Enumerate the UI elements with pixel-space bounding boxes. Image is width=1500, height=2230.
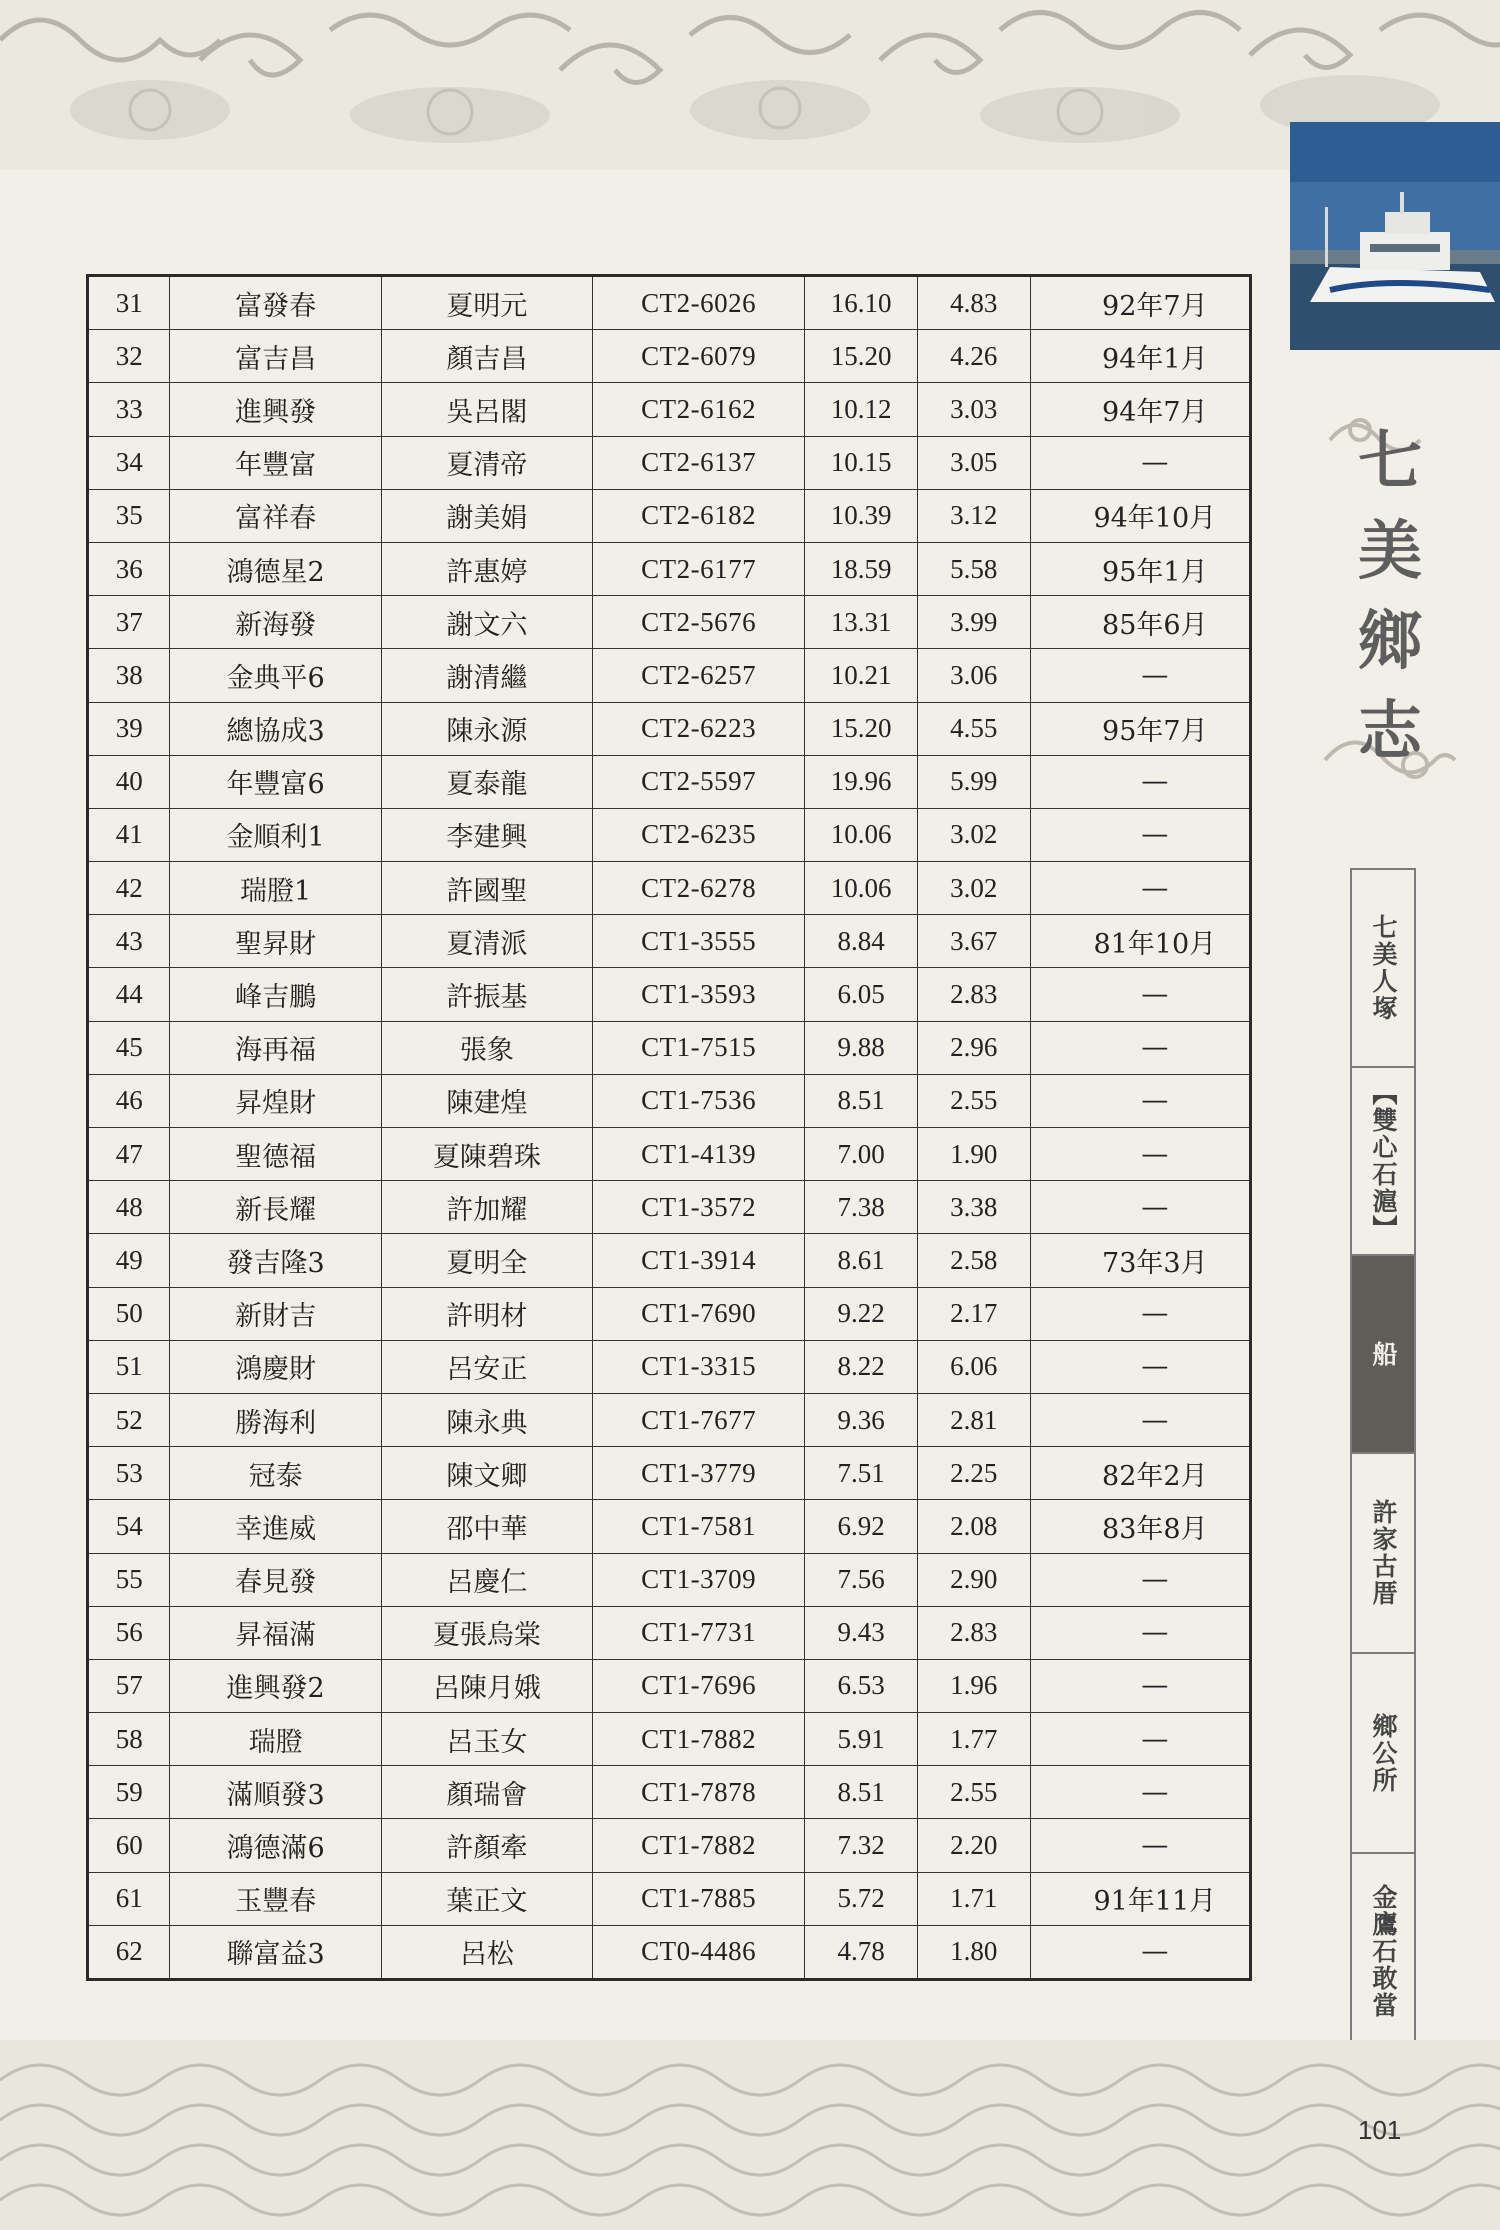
date-cell: — bbox=[1030, 1340, 1250, 1393]
nav-item-golden-eagle-stone[interactable] bbox=[1350, 1854, 1416, 2050]
net-tonnage-cell: 6.06 bbox=[917, 1340, 1030, 1393]
table-row bbox=[88, 1872, 1251, 1925]
tonnage-cell: 7.32 bbox=[805, 1819, 918, 1872]
boat-name-cell: 進興發 bbox=[170, 383, 381, 436]
registration-code-cell: CT0-4486 bbox=[593, 1925, 805, 1979]
tonnage-cell: 4.78 bbox=[805, 1925, 918, 1979]
boat-name-cell: 昇福滿 bbox=[170, 1606, 381, 1659]
row-number-cell: 45 bbox=[88, 1021, 170, 1074]
row-number-cell: 43 bbox=[88, 915, 170, 968]
owner-cell: 夏陳碧珠 bbox=[381, 1128, 592, 1181]
registration-code-cell: CT2-6235 bbox=[593, 808, 805, 861]
owner-cell: 陳文卿 bbox=[381, 1447, 592, 1500]
registration-code-cell: CT1-7878 bbox=[593, 1766, 805, 1819]
tonnage-cell: 7.00 bbox=[805, 1128, 918, 1181]
boat-name-cell: 年豐富6 bbox=[170, 755, 381, 808]
row-number-cell: 48 bbox=[88, 1181, 170, 1234]
owner-cell: 葉正文 bbox=[381, 1872, 592, 1925]
net-tonnage-cell: 2.08 bbox=[917, 1500, 1030, 1553]
owner-cell: 夏張烏棠 bbox=[381, 1606, 592, 1659]
cloud-pattern-header bbox=[0, 0, 1500, 170]
tonnage-cell: 9.22 bbox=[805, 1287, 918, 1340]
registration-code-cell: CT1-7882 bbox=[593, 1713, 805, 1766]
boat-name-cell: 峰吉鵬 bbox=[170, 968, 381, 1021]
date-cell: — bbox=[1030, 1659, 1250, 1712]
registration-code-cell: CT2-6026 bbox=[593, 276, 805, 330]
owner-cell: 呂慶仁 bbox=[381, 1553, 592, 1606]
boat-name-cell: 新長耀 bbox=[170, 1181, 381, 1234]
registration-code-cell: CT2-6223 bbox=[593, 702, 805, 755]
row-number-cell: 42 bbox=[88, 862, 170, 915]
row-number-cell: 57 bbox=[88, 1659, 170, 1712]
registration-code-cell: CT1-7731 bbox=[593, 1606, 805, 1659]
date-cell: — bbox=[1030, 862, 1250, 915]
book-title-char-3: 鄉 bbox=[1358, 604, 1422, 679]
nav-item-label: 【雙心石滬】 bbox=[1369, 1080, 1398, 1242]
boat-name-cell: 瑞膯 bbox=[170, 1713, 381, 1766]
registration-code-cell: CT2-6177 bbox=[593, 542, 805, 595]
boat-name-cell: 富發春 bbox=[170, 276, 381, 330]
registration-code-cell: CT2-5676 bbox=[593, 596, 805, 649]
row-number-cell: 35 bbox=[88, 489, 170, 542]
net-tonnage-cell: 5.58 bbox=[917, 542, 1030, 595]
page-number: 101 bbox=[1358, 2115, 1402, 2145]
boat-name-cell: 年豐富 bbox=[170, 436, 381, 489]
tonnage-cell: 10.12 bbox=[805, 383, 918, 436]
row-number-cell: 34 bbox=[88, 436, 170, 489]
owner-cell: 許明材 bbox=[381, 1287, 592, 1340]
owner-cell: 陳建煌 bbox=[381, 1074, 592, 1127]
boat-name-cell: 金順利1 bbox=[170, 808, 381, 861]
tonnage-cell: 13.31 bbox=[805, 596, 918, 649]
owner-cell: 邵中華 bbox=[381, 1500, 592, 1553]
table-row bbox=[88, 968, 1251, 1021]
table-row bbox=[88, 1553, 1251, 1606]
registration-code-cell: CT1-3593 bbox=[593, 968, 805, 1021]
net-tonnage-cell: 3.05 bbox=[917, 436, 1030, 489]
registration-code-cell: CT1-7515 bbox=[593, 1021, 805, 1074]
registration-code-cell: CT1-3572 bbox=[593, 1181, 805, 1234]
boat-name-cell: 瑞膯1 bbox=[170, 862, 381, 915]
owner-cell: 吳呂閣 bbox=[381, 383, 592, 436]
row-number-cell: 56 bbox=[88, 1606, 170, 1659]
boat-name-cell: 海再福 bbox=[170, 1021, 381, 1074]
tonnage-cell: 6.53 bbox=[805, 1659, 918, 1712]
table-row bbox=[88, 649, 1251, 702]
boat-name-cell: 昇煌財 bbox=[170, 1074, 381, 1127]
row-number-cell: 38 bbox=[88, 649, 170, 702]
row-number-cell: 46 bbox=[88, 1074, 170, 1127]
tonnage-cell: 8.61 bbox=[805, 1234, 918, 1287]
table-row bbox=[88, 1340, 1251, 1393]
owner-cell: 許加耀 bbox=[381, 1181, 592, 1234]
tonnage-cell: 15.20 bbox=[805, 330, 918, 383]
table-row bbox=[88, 1234, 1251, 1287]
row-number-cell: 51 bbox=[88, 1340, 170, 1393]
table-row bbox=[88, 1766, 1251, 1819]
table-row bbox=[88, 489, 1251, 542]
date-cell: — bbox=[1030, 808, 1250, 861]
tonnage-cell: 10.06 bbox=[805, 808, 918, 861]
ferry-photo bbox=[1290, 122, 1500, 350]
tonnage-cell: 5.72 bbox=[805, 1872, 918, 1925]
tonnage-cell: 8.51 bbox=[805, 1074, 918, 1127]
table-row bbox=[88, 436, 1251, 489]
net-tonnage-cell: 2.96 bbox=[917, 1021, 1030, 1074]
owner-cell: 許國聖 bbox=[381, 862, 592, 915]
owner-cell: 夏清派 bbox=[381, 915, 592, 968]
table-row bbox=[88, 808, 1251, 861]
book-title bbox=[1320, 400, 1460, 820]
row-number-cell: 47 bbox=[88, 1128, 170, 1181]
tonnage-cell: 7.56 bbox=[805, 1553, 918, 1606]
boat-name-cell: 進興發2 bbox=[170, 1659, 381, 1712]
table-row bbox=[88, 755, 1251, 808]
boat-name-cell: 新海發 bbox=[170, 596, 381, 649]
row-number-cell: 44 bbox=[88, 968, 170, 1021]
nav-item-hsu-family-house[interactable] bbox=[1350, 1454, 1416, 1654]
boat-name-cell: 聖昇財 bbox=[170, 915, 381, 968]
tonnage-cell: 6.05 bbox=[805, 968, 918, 1021]
row-number-cell: 40 bbox=[88, 755, 170, 808]
table-row bbox=[88, 1659, 1251, 1712]
wave-pattern-footer bbox=[0, 2040, 1500, 2230]
registration-code-cell: CT1-7581 bbox=[593, 1500, 805, 1553]
owner-cell: 張象 bbox=[381, 1021, 592, 1074]
registration-code-cell: CT2-6182 bbox=[593, 489, 805, 542]
net-tonnage-cell: 3.12 bbox=[917, 489, 1030, 542]
tonnage-cell: 10.39 bbox=[805, 489, 918, 542]
row-number-cell: 41 bbox=[88, 808, 170, 861]
registration-code-cell: CT2-6162 bbox=[593, 383, 805, 436]
date-cell: — bbox=[1030, 436, 1250, 489]
date-cell: — bbox=[1030, 1074, 1250, 1127]
boat-name-cell: 新財吉 bbox=[170, 1287, 381, 1340]
registration-code-cell: CT1-7882 bbox=[593, 1819, 805, 1872]
date-cell: 95年1月 bbox=[1030, 542, 1250, 595]
net-tonnage-cell: 2.81 bbox=[917, 1393, 1030, 1446]
owner-cell: 夏清帝 bbox=[381, 436, 592, 489]
tonnage-cell: 15.20 bbox=[805, 702, 918, 755]
net-tonnage-cell: 2.83 bbox=[917, 1606, 1030, 1659]
date-cell: 94年1月 bbox=[1030, 330, 1250, 383]
net-tonnage-cell: 2.83 bbox=[917, 968, 1030, 1021]
tonnage-cell: 8.84 bbox=[805, 915, 918, 968]
date-cell: — bbox=[1030, 1128, 1250, 1181]
net-tonnage-cell: 2.58 bbox=[917, 1234, 1030, 1287]
boat-name-cell: 富祥春 bbox=[170, 489, 381, 542]
boat-name-cell: 聖德福 bbox=[170, 1128, 381, 1181]
boat-name-cell: 聯富益3 bbox=[170, 1925, 381, 1979]
row-number-cell: 49 bbox=[88, 1234, 170, 1287]
date-cell: — bbox=[1030, 1181, 1250, 1234]
table-row bbox=[88, 542, 1251, 595]
tonnage-cell: 8.22 bbox=[805, 1340, 918, 1393]
nav-item-label: 船 bbox=[1369, 1340, 1398, 1368]
ship-registry-table bbox=[86, 274, 1252, 1981]
tonnage-cell: 7.38 bbox=[805, 1181, 918, 1234]
owner-cell: 夏明全 bbox=[381, 1234, 592, 1287]
net-tonnage-cell: 1.96 bbox=[917, 1659, 1030, 1712]
tonnage-cell: 10.21 bbox=[805, 649, 918, 702]
tonnage-cell: 5.91 bbox=[805, 1713, 918, 1766]
tonnage-cell: 16.10 bbox=[805, 276, 918, 330]
table-row bbox=[88, 862, 1251, 915]
owner-cell: 陳永源 bbox=[381, 702, 592, 755]
row-number-cell: 32 bbox=[88, 330, 170, 383]
net-tonnage-cell: 1.77 bbox=[917, 1713, 1030, 1766]
table-row bbox=[88, 276, 1251, 330]
table-row bbox=[88, 1393, 1251, 1446]
row-number-cell: 39 bbox=[88, 702, 170, 755]
boat-name-cell: 玉豐春 bbox=[170, 1872, 381, 1925]
date-cell: — bbox=[1030, 1553, 1250, 1606]
row-number-cell: 33 bbox=[88, 383, 170, 436]
date-cell: 94年10月 bbox=[1030, 489, 1250, 542]
boat-name-cell: 金典平6 bbox=[170, 649, 381, 702]
table-row bbox=[88, 1606, 1251, 1659]
registration-code-cell: CT1-3709 bbox=[593, 1553, 805, 1606]
net-tonnage-cell: 3.99 bbox=[917, 596, 1030, 649]
registration-code-cell: CT1-7677 bbox=[593, 1393, 805, 1446]
boat-name-cell: 春見發 bbox=[170, 1553, 381, 1606]
net-tonnage-cell: 1.80 bbox=[917, 1925, 1030, 1979]
date-cell: — bbox=[1030, 1021, 1250, 1074]
boat-name-cell: 滿順發3 bbox=[170, 1766, 381, 1819]
net-tonnage-cell: 2.55 bbox=[917, 1766, 1030, 1819]
nav-item-label: 鄉公所 bbox=[1369, 1712, 1398, 1794]
net-tonnage-cell: 3.02 bbox=[917, 862, 1030, 915]
tonnage-cell: 19.96 bbox=[805, 755, 918, 808]
registration-code-cell: CT1-3914 bbox=[593, 1234, 805, 1287]
net-tonnage-cell: 4.26 bbox=[917, 330, 1030, 383]
row-number-cell: 59 bbox=[88, 1766, 170, 1819]
nav-item-twin-hearts-stone-weir[interactable] bbox=[1350, 1068, 1416, 1256]
date-cell: 73年3月 bbox=[1030, 1234, 1250, 1287]
boat-name-cell: 勝海利 bbox=[170, 1393, 381, 1446]
owner-cell: 許惠婷 bbox=[381, 542, 592, 595]
net-tonnage-cell: 1.71 bbox=[917, 1872, 1030, 1925]
registration-code-cell: CT2-6137 bbox=[593, 436, 805, 489]
table-row bbox=[88, 702, 1251, 755]
date-cell: — bbox=[1030, 1819, 1250, 1872]
boat-name-cell: 鴻慶財 bbox=[170, 1340, 381, 1393]
net-tonnage-cell: 2.90 bbox=[917, 1553, 1030, 1606]
owner-cell: 呂安正 bbox=[381, 1340, 592, 1393]
registration-code-cell: CT2-6079 bbox=[593, 330, 805, 383]
tonnage-cell: 10.06 bbox=[805, 862, 918, 915]
registration-code-cell: CT1-3315 bbox=[593, 1340, 805, 1393]
table-row bbox=[88, 1500, 1251, 1553]
date-cell: — bbox=[1030, 1713, 1250, 1766]
boat-name-cell: 冠泰 bbox=[170, 1447, 381, 1500]
nav-item-township-office[interactable] bbox=[1350, 1654, 1416, 1854]
owner-cell: 呂陳月娥 bbox=[381, 1659, 592, 1712]
date-cell: 91年11月 bbox=[1030, 1872, 1250, 1925]
owner-cell: 夏泰龍 bbox=[381, 755, 592, 808]
net-tonnage-cell: 3.02 bbox=[917, 808, 1030, 861]
date-cell: 83年8月 bbox=[1030, 1500, 1250, 1553]
tonnage-cell: 9.43 bbox=[805, 1606, 918, 1659]
registration-code-cell: CT2-5597 bbox=[593, 755, 805, 808]
registration-code-cell: CT1-4139 bbox=[593, 1128, 805, 1181]
boat-name-cell: 幸進威 bbox=[170, 1500, 381, 1553]
boat-name-cell: 富吉昌 bbox=[170, 330, 381, 383]
row-number-cell: 61 bbox=[88, 1872, 170, 1925]
boat-name-cell: 發吉隆3 bbox=[170, 1234, 381, 1287]
net-tonnage-cell: 1.90 bbox=[917, 1128, 1030, 1181]
date-cell: 81年10月 bbox=[1030, 915, 1250, 968]
date-cell: 94年7月 bbox=[1030, 383, 1250, 436]
table-row bbox=[88, 1447, 1251, 1500]
net-tonnage-cell: 2.17 bbox=[917, 1287, 1030, 1340]
boat-name-cell: 鴻德星2 bbox=[170, 542, 381, 595]
owner-cell: 顏瑞會 bbox=[381, 1766, 592, 1819]
registration-code-cell: CT1-7536 bbox=[593, 1074, 805, 1127]
boat-name-cell: 鴻德滿6 bbox=[170, 1819, 381, 1872]
row-number-cell: 37 bbox=[88, 596, 170, 649]
tonnage-cell: 9.88 bbox=[805, 1021, 918, 1074]
owner-cell: 許振基 bbox=[381, 968, 592, 1021]
row-number-cell: 62 bbox=[88, 1925, 170, 1979]
date-cell: — bbox=[1030, 649, 1250, 702]
date-cell: — bbox=[1030, 1287, 1250, 1340]
nav-item-boats[interactable] bbox=[1350, 1256, 1416, 1454]
net-tonnage-cell: 2.20 bbox=[917, 1819, 1030, 1872]
table-row bbox=[88, 915, 1251, 968]
nav-item-label: 金鷹石敢當 bbox=[1369, 1883, 1398, 2019]
table-row bbox=[88, 1074, 1251, 1127]
net-tonnage-cell: 3.06 bbox=[917, 649, 1030, 702]
row-number-cell: 53 bbox=[88, 1447, 170, 1500]
table-row bbox=[88, 596, 1251, 649]
owner-cell: 謝美娟 bbox=[381, 489, 592, 542]
table-row bbox=[88, 1287, 1251, 1340]
date-cell: 82年2月 bbox=[1030, 1447, 1250, 1500]
date-cell: 95年7月 bbox=[1030, 702, 1250, 755]
boat-name-cell: 總協成3 bbox=[170, 702, 381, 755]
owner-cell: 李建興 bbox=[381, 808, 592, 861]
row-number-cell: 50 bbox=[88, 1287, 170, 1340]
table-row bbox=[88, 1021, 1251, 1074]
book-title-char-1: 七 bbox=[1358, 424, 1422, 499]
tonnage-cell: 10.15 bbox=[805, 436, 918, 489]
registration-code-cell: CT1-3779 bbox=[593, 1447, 805, 1500]
date-cell: — bbox=[1030, 1925, 1250, 1979]
table-row bbox=[88, 1181, 1251, 1234]
registration-code-cell: CT2-6257 bbox=[593, 649, 805, 702]
date-cell: — bbox=[1030, 1393, 1250, 1446]
tonnage-cell: 8.51 bbox=[805, 1766, 918, 1819]
owner-cell: 顏吉昌 bbox=[381, 330, 592, 383]
owner-cell: 呂松 bbox=[381, 1925, 592, 1979]
table-row bbox=[88, 1128, 1251, 1181]
row-number-cell: 52 bbox=[88, 1393, 170, 1446]
table-row bbox=[88, 1713, 1251, 1766]
table-row bbox=[88, 383, 1251, 436]
tonnage-cell: 7.51 bbox=[805, 1447, 918, 1500]
table-row bbox=[88, 1819, 1251, 1872]
tonnage-cell: 18.59 bbox=[805, 542, 918, 595]
date-cell: — bbox=[1030, 755, 1250, 808]
book-title-char-4: 志 bbox=[1358, 694, 1422, 769]
owner-cell: 謝清繼 bbox=[381, 649, 592, 702]
date-cell: 85年6月 bbox=[1030, 596, 1250, 649]
net-tonnage-cell: 4.83 bbox=[917, 276, 1030, 330]
row-number-cell: 54 bbox=[88, 1500, 170, 1553]
registration-code-cell: CT1-3555 bbox=[593, 915, 805, 968]
nav-item-qimei-tomb[interactable] bbox=[1350, 868, 1416, 1068]
owner-cell: 呂玉女 bbox=[381, 1713, 592, 1766]
net-tonnage-cell: 5.99 bbox=[917, 755, 1030, 808]
owner-cell: 夏明元 bbox=[381, 276, 592, 330]
table-row bbox=[88, 1925, 1251, 1979]
owner-cell: 謝文六 bbox=[381, 596, 592, 649]
net-tonnage-cell: 3.67 bbox=[917, 915, 1030, 968]
registration-code-cell: CT1-7690 bbox=[593, 1287, 805, 1340]
tonnage-cell: 6.92 bbox=[805, 1500, 918, 1553]
row-number-cell: 31 bbox=[88, 276, 170, 330]
registration-code-cell: CT2-6278 bbox=[593, 862, 805, 915]
owner-cell: 陳永典 bbox=[381, 1393, 592, 1446]
row-number-cell: 55 bbox=[88, 1553, 170, 1606]
tonnage-cell: 9.36 bbox=[805, 1393, 918, 1446]
date-cell: — bbox=[1030, 1766, 1250, 1819]
side-nav bbox=[1350, 868, 1416, 2050]
row-number-cell: 60 bbox=[88, 1819, 170, 1872]
row-number-cell: 58 bbox=[88, 1713, 170, 1766]
net-tonnage-cell: 3.38 bbox=[917, 1181, 1030, 1234]
net-tonnage-cell: 2.25 bbox=[917, 1447, 1030, 1500]
registration-code-cell: CT1-7885 bbox=[593, 1872, 805, 1925]
nav-item-label: 許家古厝 bbox=[1369, 1499, 1398, 1607]
net-tonnage-cell: 4.55 bbox=[917, 702, 1030, 755]
date-cell: 92年7月 bbox=[1030, 276, 1250, 330]
table-row bbox=[88, 330, 1251, 383]
net-tonnage-cell: 2.55 bbox=[917, 1074, 1030, 1127]
registration-code-cell: CT1-7696 bbox=[593, 1659, 805, 1712]
book-title-char-2: 美 bbox=[1358, 514, 1422, 589]
owner-cell: 許顏牽 bbox=[381, 1819, 592, 1872]
date-cell: — bbox=[1030, 968, 1250, 1021]
row-number-cell: 36 bbox=[88, 542, 170, 595]
date-cell: — bbox=[1030, 1606, 1250, 1659]
nav-item-label: 七美人塚 bbox=[1369, 914, 1398, 1022]
net-tonnage-cell: 3.03 bbox=[917, 383, 1030, 436]
